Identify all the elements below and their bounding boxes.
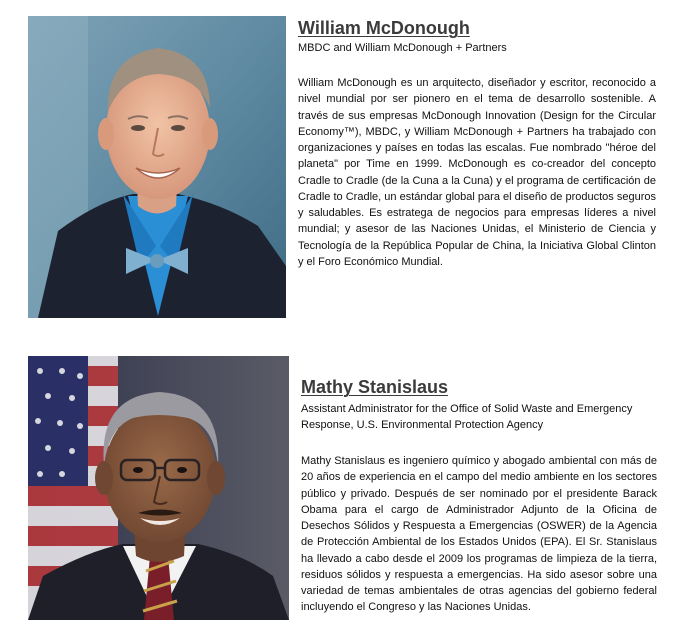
profile-name: Mathy Stanislaus [301, 377, 449, 397]
profile-bio: Mathy Stanislaus es ingeniero químico y abogado ambiental con más de 20 años de experiencia en el campo del medio ambiente en los sectores público y privado. Después de ser nominado por el presidente Barack Obama para el cargo de Administrador Adjunto de la Oficina de Desechos Sólidos y Respuesta a Emergencias (OSWER) de la Agencia de Protección Ambiental de los Estados Unidos (EPA). El Sr. Stanislaus ha llevado a cabo desde el 2009 los programas de limpieza de la tierra, residuos sólidos y respuesta a emergencias. Ha sido asesor sobre una variedad de temas ambientales de otras agencias del gobierno federal incluyendo el Congreso y las Naciones Unidas. [301, 455, 657, 614]
portrait-photo-mathy-stanislaus [28, 356, 289, 620]
profile-name: William McDonough [298, 18, 470, 38]
profile-title: MBDC and William McDonough + Partners [298, 42, 507, 54]
portrait-photo-william-mcdonough [28, 16, 286, 318]
profile-title: Assistant Administrator for the Office of Solid Waste and Emergency Response, U.S. Environmental Protection Agency [301, 403, 633, 431]
profile-card-mathy-stanislaus [0, 352, 687, 642]
profile-bio: William McDonough es un arquitecto, diseñador y escritor, reconocido a nivel mundial por ser pionero en el tema de desarrollo sostenible. A través de sus empresas McDonough Innovation (Design for the Circular Economy™), MBDC, y William McDonough + Partners ha trabajado con organizaciones y países en todas las escalas. Fue nombrado "héroe del planeta" por Time en 1999. McDonough es co-creador del concepto Cradle to Cradle (de la Cuna a la Cuna) y el programa de certificación de Cradle to Cradle, un estándar global para el diseño de productos seguros y saludables. Es estratega de negocios para empresas líderes a nivel mundial; y asesor de las Naciones Unidas, el Ministerio de Ciencia y Tecnología de la República Popular de China, la Iniciativa Global Clinton y el Foro Económico Mundial. [298, 77, 656, 268]
profile-text [301, 376, 657, 616]
profile-text [298, 17, 656, 270]
